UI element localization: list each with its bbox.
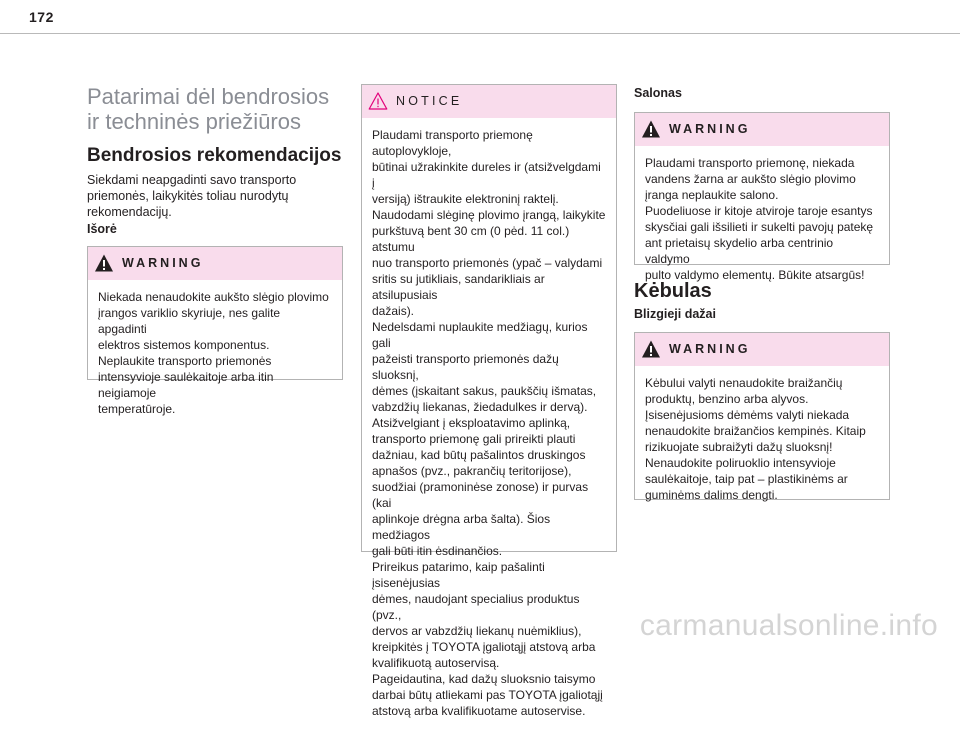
heading-general-recommendations: Bendrosios rekomendacijos [87,145,342,166]
warning-label: WARNING [122,256,204,270]
notice-box [361,84,617,718]
notice-box-header [362,85,616,118]
section-title-line-2: ir techninės priežiūros [87,109,301,134]
section-title [87,84,343,134]
warning-text: Niekada nenaudokite aukšto slėgio plovimo įrangos variklio skyriuje, nes galite apgadinti elektros sistemos komponentus. Neplaukite transporto priemonės intensyvioje saulėkaitoje arba itin neigiamoje temperatūroje. [98,290,329,416]
page-number: 172 [29,9,54,25]
warning-triangle-outline-icon [368,91,388,111]
warning-box-header [635,333,889,366]
warning-text: Plaudami transporto priemonę, niekada vandens žarna ar aukšto slėgio plovimo įranga neplaukite salono. Puodeliuose ir kitoje atviroje taroje esantys skysčiai gali išsilieti ir sukelti pavojų patekę ant prietaisų skydelio arba centrinio valdymo pulto valdymo elementų. Būkite atsargūs! [645,156,874,282]
subheading-gloss-paint: Blizgieji dažai [634,307,716,321]
warning-triangle-filled-icon [641,339,661,359]
warning-box-body [634,332,890,500]
warning-text: Kėbului valyti nenaudokite braižančių produktų, benzino arba alyvos. Įsisenėjusioms dėmėms valyti niekada nenaudokite braižančios kempinės. Kitaip rizikuojate subraižyti dažų sluoksnį! Nenaudokite poliruoklio intensyvioje saulėkaitoje, taip pat – plastikinėms ar guminėms dalims dengti. [645,376,866,502]
top-divider [0,33,960,34]
subheading-exterior: Išorė [87,222,117,236]
warning-box-header [635,113,889,146]
heading-body: Kėbulas [634,280,712,302]
subheading-interior: Salonas [634,86,682,100]
warning-box-header [88,247,342,280]
warning-label: WARNING [669,342,751,356]
watermark: carmanualsonline.info [639,609,938,642]
warning-label: WARNING [669,122,751,136]
notice-label: NOTICE [396,94,463,108]
section-title-line-1: Patarimai dėl bendrosios [87,84,330,109]
notice-text: Plaudami transporto priemonę autoplovykloje, būtinai užrakinkite dureles ir (atsižvelgdami į versiją) ištraukite elektroninį raktelį. Naudodami slėginę plovimo įrangą, laikykite purkštuvą bent 30 cm (0 pėd. 11 col.) atstumu nuo transporto priemonės (ypač – valydami sritis su jutikliais, sandarikliais ar atsilupusiais dažais). Nedelsdami nuplaukite medžiagų, kurios gali pažeisti transporto priemonės dažų sluoksnį, dėmes (įskaitant sakus, paukščių išmatas, vabzdžių liekanas, žiedadulkes ir dervą). Atsižvelgiant į eksploatavimo aplinką, transporto priemonę gali prireikti plauti dažniau, kad būtų pašalintos druskingos apnašos (pvz., pakrančių teritorijose), suodžiai (pramoninėse zonose) ir purvas (kai aplinkoje drėgna arba šalta). Šios medžiagos gali būti itin ėsdinančios. Prireikus patarimo, kaip pašalinti įsisenėjusias dėmes, naudojant specialius produktus (pvz., dervos ar vabzdžių liekanų nuėmiklius), kreipkitės į TOYOTA įgaliotąjį atstovą arba kvalifikuotą autoservisą. Pageidautina, kad dažų sluoksnio taisymo darbai būtų atliekami pas TOYOTA įgaliotąjį atstovą arba kvalifikuotame autoservise. [372,128,606,718]
warning-triangle-filled-icon [641,119,661,139]
intro-paragraph: Siekdami neapgadinti savo transporto priemonės, laikykitės toliau nurodytų rekomendacijų. [87,173,297,219]
warning-triangle-filled-icon [94,253,114,273]
warning-box-interior [634,112,890,282]
warning-box-exterior [87,246,343,416]
